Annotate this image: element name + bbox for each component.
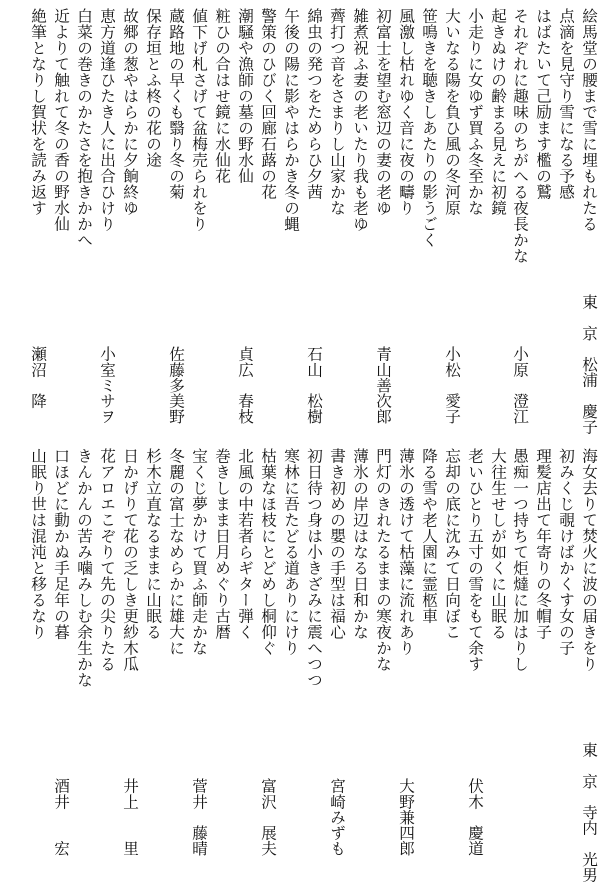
haiku-line: 枯葉なほ枝にとどめし桐仰ぐ bbox=[259, 448, 277, 656]
haiku-line: 初日待つ身は小きざみに震へつつ bbox=[305, 448, 323, 688]
haiku-line: 書き初めの嬰の手型は福心 bbox=[328, 448, 346, 640]
haiku-line: 蔵路地の早くも翳り冬の菊 bbox=[167, 8, 185, 200]
author-name: 貞広 春枝 bbox=[236, 346, 254, 424]
author-name: 大野兼四郎 bbox=[397, 778, 415, 856]
haiku-line: 雑煮祝ふ妻の老いたり我も老ゆ bbox=[351, 8, 369, 232]
author-name: 青山善次郎 bbox=[374, 346, 392, 424]
author-name: 菅井 藤晴 bbox=[190, 778, 208, 856]
haiku-line: 恵方道逢ひたき人に出合ひけり bbox=[98, 8, 116, 232]
haiku-line: 門灯のきれたるままの寒夜かな bbox=[374, 448, 392, 672]
author-name: 東 京 松浦 慶子 bbox=[580, 294, 598, 435]
haiku-line: 花アロエこぞりて先の尖りたる bbox=[98, 448, 116, 672]
haiku-line: 笹鳴きを聴きしあたりの影うごく bbox=[420, 8, 438, 248]
haiku-line: 杉木立直なるままに山眠る bbox=[144, 448, 162, 640]
haiku-line: 忘却の底に沈みて日向ぼこ bbox=[443, 448, 461, 640]
haiku-line: 北風の中若者らギター弾く bbox=[236, 448, 254, 640]
author-name: 宮崎みずも bbox=[328, 778, 346, 856]
haiku-line: 絶筆となりし賀状を読み返す bbox=[29, 8, 47, 216]
haiku-line: 白菜の巻きのかたさを抱きかかへ bbox=[75, 8, 93, 248]
author-name: 酒井 宏 bbox=[52, 778, 70, 856]
upper-haiku-block bbox=[0, 8, 600, 438]
haiku-line: 保存垣とふ柊の花の途 bbox=[144, 8, 162, 168]
haiku-line: 薄氷の透けて枯藻に流れあり bbox=[397, 448, 415, 656]
haiku-line: 絵馬堂の腰まで雪に埋もれたる bbox=[580, 8, 598, 232]
haiku-line: 山眠り世は混沌と移るなり bbox=[29, 448, 47, 640]
haiku-line: 巻きしまま日月めぐり古暦 bbox=[213, 448, 231, 640]
haiku-line: 近よりて触れて冬の香の野水仙 bbox=[52, 8, 70, 232]
haiku-line: 初富士を望む窓辺の妻の老ゆ bbox=[374, 8, 392, 216]
haiku-line: 降る雪や老人園に霊柩車 bbox=[420, 448, 438, 624]
author-name: 瀬沼 降 bbox=[29, 346, 47, 409]
haiku-line: 海女去りて焚火に波の届きをり bbox=[580, 448, 598, 672]
haiku-line: 風激し枯れゆく音に夜の疇り bbox=[397, 8, 415, 216]
haiku-line: それぞれに趣味のちがへる夜長かな bbox=[511, 8, 529, 264]
haiku-line: 寒林に吾たどる道ありにけり bbox=[282, 448, 300, 656]
author-name: 井上 里 bbox=[121, 778, 139, 856]
haiku-line: 起きぬけの齢まる見えに初鏡 bbox=[489, 8, 507, 216]
haiku-line: 薄氷の岸辺はなる日和かな bbox=[351, 448, 369, 640]
author-name: 小原 澄江 bbox=[511, 346, 529, 424]
haiku-line: 潮騒や漁師の墓の野水仙 bbox=[236, 8, 254, 184]
haiku-line: 口ほどに動かぬ手足年の暮 bbox=[52, 448, 70, 640]
author-name: 富沢 展夫 bbox=[259, 778, 277, 856]
author-name: 小室ミサヲ bbox=[98, 346, 116, 424]
haiku-line: 愚痴一つ持ちて炬燵に加はりし bbox=[511, 448, 529, 672]
haiku-line: 綿虫の発つをためらひ夕茜 bbox=[305, 8, 323, 200]
haiku-line: 薺打つ音をさまりし山家かな bbox=[328, 8, 346, 216]
haiku-line: 日かげりて花の乏しき更紗木瓜 bbox=[121, 448, 139, 672]
haiku-line: 大往生せしが如くに山眠る bbox=[489, 448, 507, 640]
haiku-line: 小走りに女ゆず買ふ冬至かな bbox=[466, 8, 484, 216]
haiku-line: きんかんの苦み噛みしむ余生かな bbox=[75, 448, 93, 688]
haiku-line: 値下げ札さげて盆梅売られをり bbox=[190, 8, 208, 232]
haiku-line: はばたいて己励ます檻の鷲 bbox=[534, 8, 552, 200]
haiku-line: 大いなる陽を負ひ風の冬河原 bbox=[443, 8, 461, 216]
haiku-line: 午後の陽に影やはらかき冬の蝿 bbox=[282, 8, 300, 232]
haiku-line: 初みくじ覗けばかくす女の子 bbox=[557, 448, 575, 656]
author-name: 小松 愛子 bbox=[443, 346, 461, 424]
author-name: 佐藤多美野 bbox=[167, 346, 185, 424]
author-name: 伏木 慶道 bbox=[466, 778, 484, 856]
lower-haiku-block bbox=[0, 448, 600, 888]
haiku-line: 故郷の葱やはらかに夕餉終ゆ bbox=[121, 8, 139, 216]
haiku-line: 宝くじ夢かけて買ふ師走かな bbox=[190, 448, 208, 656]
haiku-line: 点滴を見守り雪になる予感 bbox=[557, 8, 575, 200]
haiku-line: 理髪店出て年寄りの冬帽子 bbox=[534, 448, 552, 640]
haiku-line: 粧ひの合はせ鏡に水仙花 bbox=[213, 8, 231, 184]
haiku-line: 警策のひびく回廊石蕗の花 bbox=[259, 8, 277, 200]
author-name: 東 京 寺内 光男 bbox=[580, 742, 598, 883]
haiku-line: 冬麗の富士なめらかに雄大に bbox=[167, 448, 185, 656]
author-name: 石山 松樹 bbox=[305, 346, 323, 424]
haiku-line: 老いひとり五寸の雪をもて余す bbox=[466, 448, 484, 672]
